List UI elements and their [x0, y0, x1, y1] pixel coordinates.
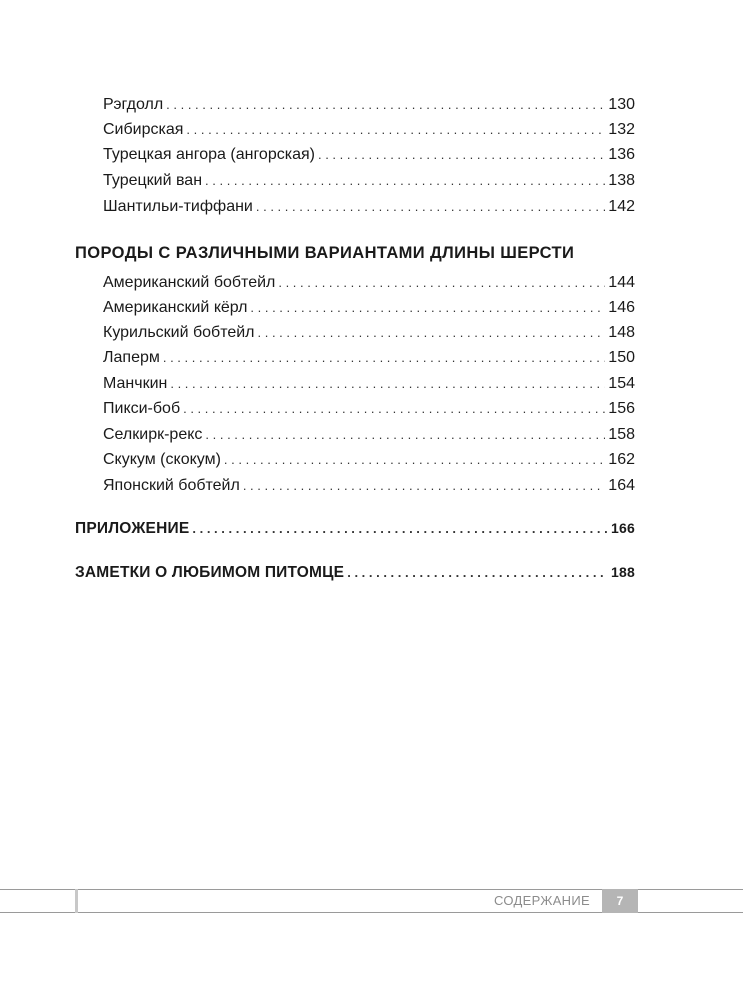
- toc-entry[interactable]: [103, 273, 635, 293]
- toc-entry[interactable]: [103, 145, 635, 165]
- dot-leader: [163, 348, 605, 368]
- toc-entry-title: Курильский бобтейл: [103, 324, 255, 341]
- toc-entry-page: 188: [611, 564, 635, 580]
- toc-entry-title: Рэгдолл: [103, 96, 164, 113]
- toc-entry-title: Американский бобтейл: [103, 274, 276, 291]
- dot-leader: [243, 476, 605, 496]
- toc-entry-page: 156: [608, 400, 635, 417]
- dot-leader: [192, 519, 608, 539]
- toc-entry-title: ПРИЛОЖЕНИЕ: [75, 520, 190, 537]
- toc-entry-page: 162: [608, 451, 635, 468]
- toc-entry[interactable]: [103, 399, 635, 419]
- toc-entry-title: ЗАМЕТКИ О ЛЮБИМОМ ПИТОМЦЕ: [75, 564, 345, 581]
- toc-entry[interactable]: [103, 120, 635, 140]
- dot-leader: [186, 120, 605, 140]
- toc-entry[interactable]: [103, 95, 635, 115]
- toc-entry-page: 154: [608, 375, 635, 392]
- dot-leader: [183, 399, 605, 419]
- toc-entry-title: Сибирская: [103, 121, 184, 138]
- toc-main-entry[interactable]: [75, 518, 635, 539]
- dot-leader: [205, 425, 605, 445]
- toc-entry-title: Японский бобтейл: [103, 477, 240, 494]
- toc-entry-page: 144: [608, 274, 635, 291]
- toc-entry-title: Пикси-боб: [103, 400, 181, 417]
- toc-entry[interactable]: [103, 425, 635, 445]
- toc-entry-title: Лаперм: [103, 349, 160, 366]
- toc-entry[interactable]: [103, 197, 635, 217]
- dot-leader: [258, 323, 606, 343]
- dot-leader: [347, 563, 608, 583]
- toc-entry[interactable]: [103, 298, 635, 318]
- toc-entry-page: 150: [608, 349, 635, 366]
- toc-entry[interactable]: [103, 323, 635, 343]
- toc-entry[interactable]: [103, 476, 635, 496]
- toc-entry-page: 138: [608, 172, 635, 189]
- toc-entry-page: 164: [608, 477, 635, 494]
- toc-entry-page: 142: [608, 198, 635, 215]
- dot-leader: [278, 273, 605, 293]
- toc-entry-page: 132: [608, 121, 635, 138]
- toc-entry-title: Турецкий ван: [103, 172, 203, 189]
- toc-entry[interactable]: [103, 450, 635, 470]
- dot-leader: [170, 374, 605, 394]
- toc-entry-title: Манчкин: [103, 375, 168, 392]
- toc-entry-title: Турецкая ангора (ангорская): [103, 146, 315, 163]
- toc-entry-page: 166: [611, 520, 635, 536]
- dot-leader: [224, 450, 605, 470]
- dot-leader: [256, 197, 605, 217]
- toc-entry-page: 136: [608, 146, 635, 163]
- toc-entry-page: 148: [608, 324, 635, 341]
- toc-entry[interactable]: [103, 171, 635, 191]
- toc-entry[interactable]: [103, 348, 635, 368]
- dot-leader: [205, 171, 605, 191]
- dot-leader: [250, 298, 605, 318]
- toc-main-entry[interactable]: [75, 562, 635, 583]
- footer-section-name: СОДЕРЖАНИЕ: [493, 893, 590, 908]
- toc-entry-page: 146: [608, 299, 635, 316]
- dot-leader: [166, 95, 605, 115]
- section-heading[interactable]: ПОРОДЫ С РАЗЛИЧНЫМИ ВАРИАНТАМИ ДЛИНЫ ШЕРСТИ: [75, 244, 575, 262]
- toc-entry-page: 130: [608, 96, 635, 113]
- toc-entry-title: Скукум (скокум): [103, 451, 221, 468]
- toc-entry-title: Американский кёрл: [103, 299, 248, 316]
- dot-leader: [318, 145, 605, 165]
- toc-entry[interactable]: [103, 374, 635, 394]
- footer-page-number: 7: [602, 889, 638, 913]
- toc-entry-title: Селкирк-рекс: [103, 426, 203, 443]
- toc-entry-title: Шантильи-тиффани: [103, 198, 253, 215]
- toc-entry-page: 158: [608, 426, 635, 443]
- footer-marker: [75, 889, 78, 913]
